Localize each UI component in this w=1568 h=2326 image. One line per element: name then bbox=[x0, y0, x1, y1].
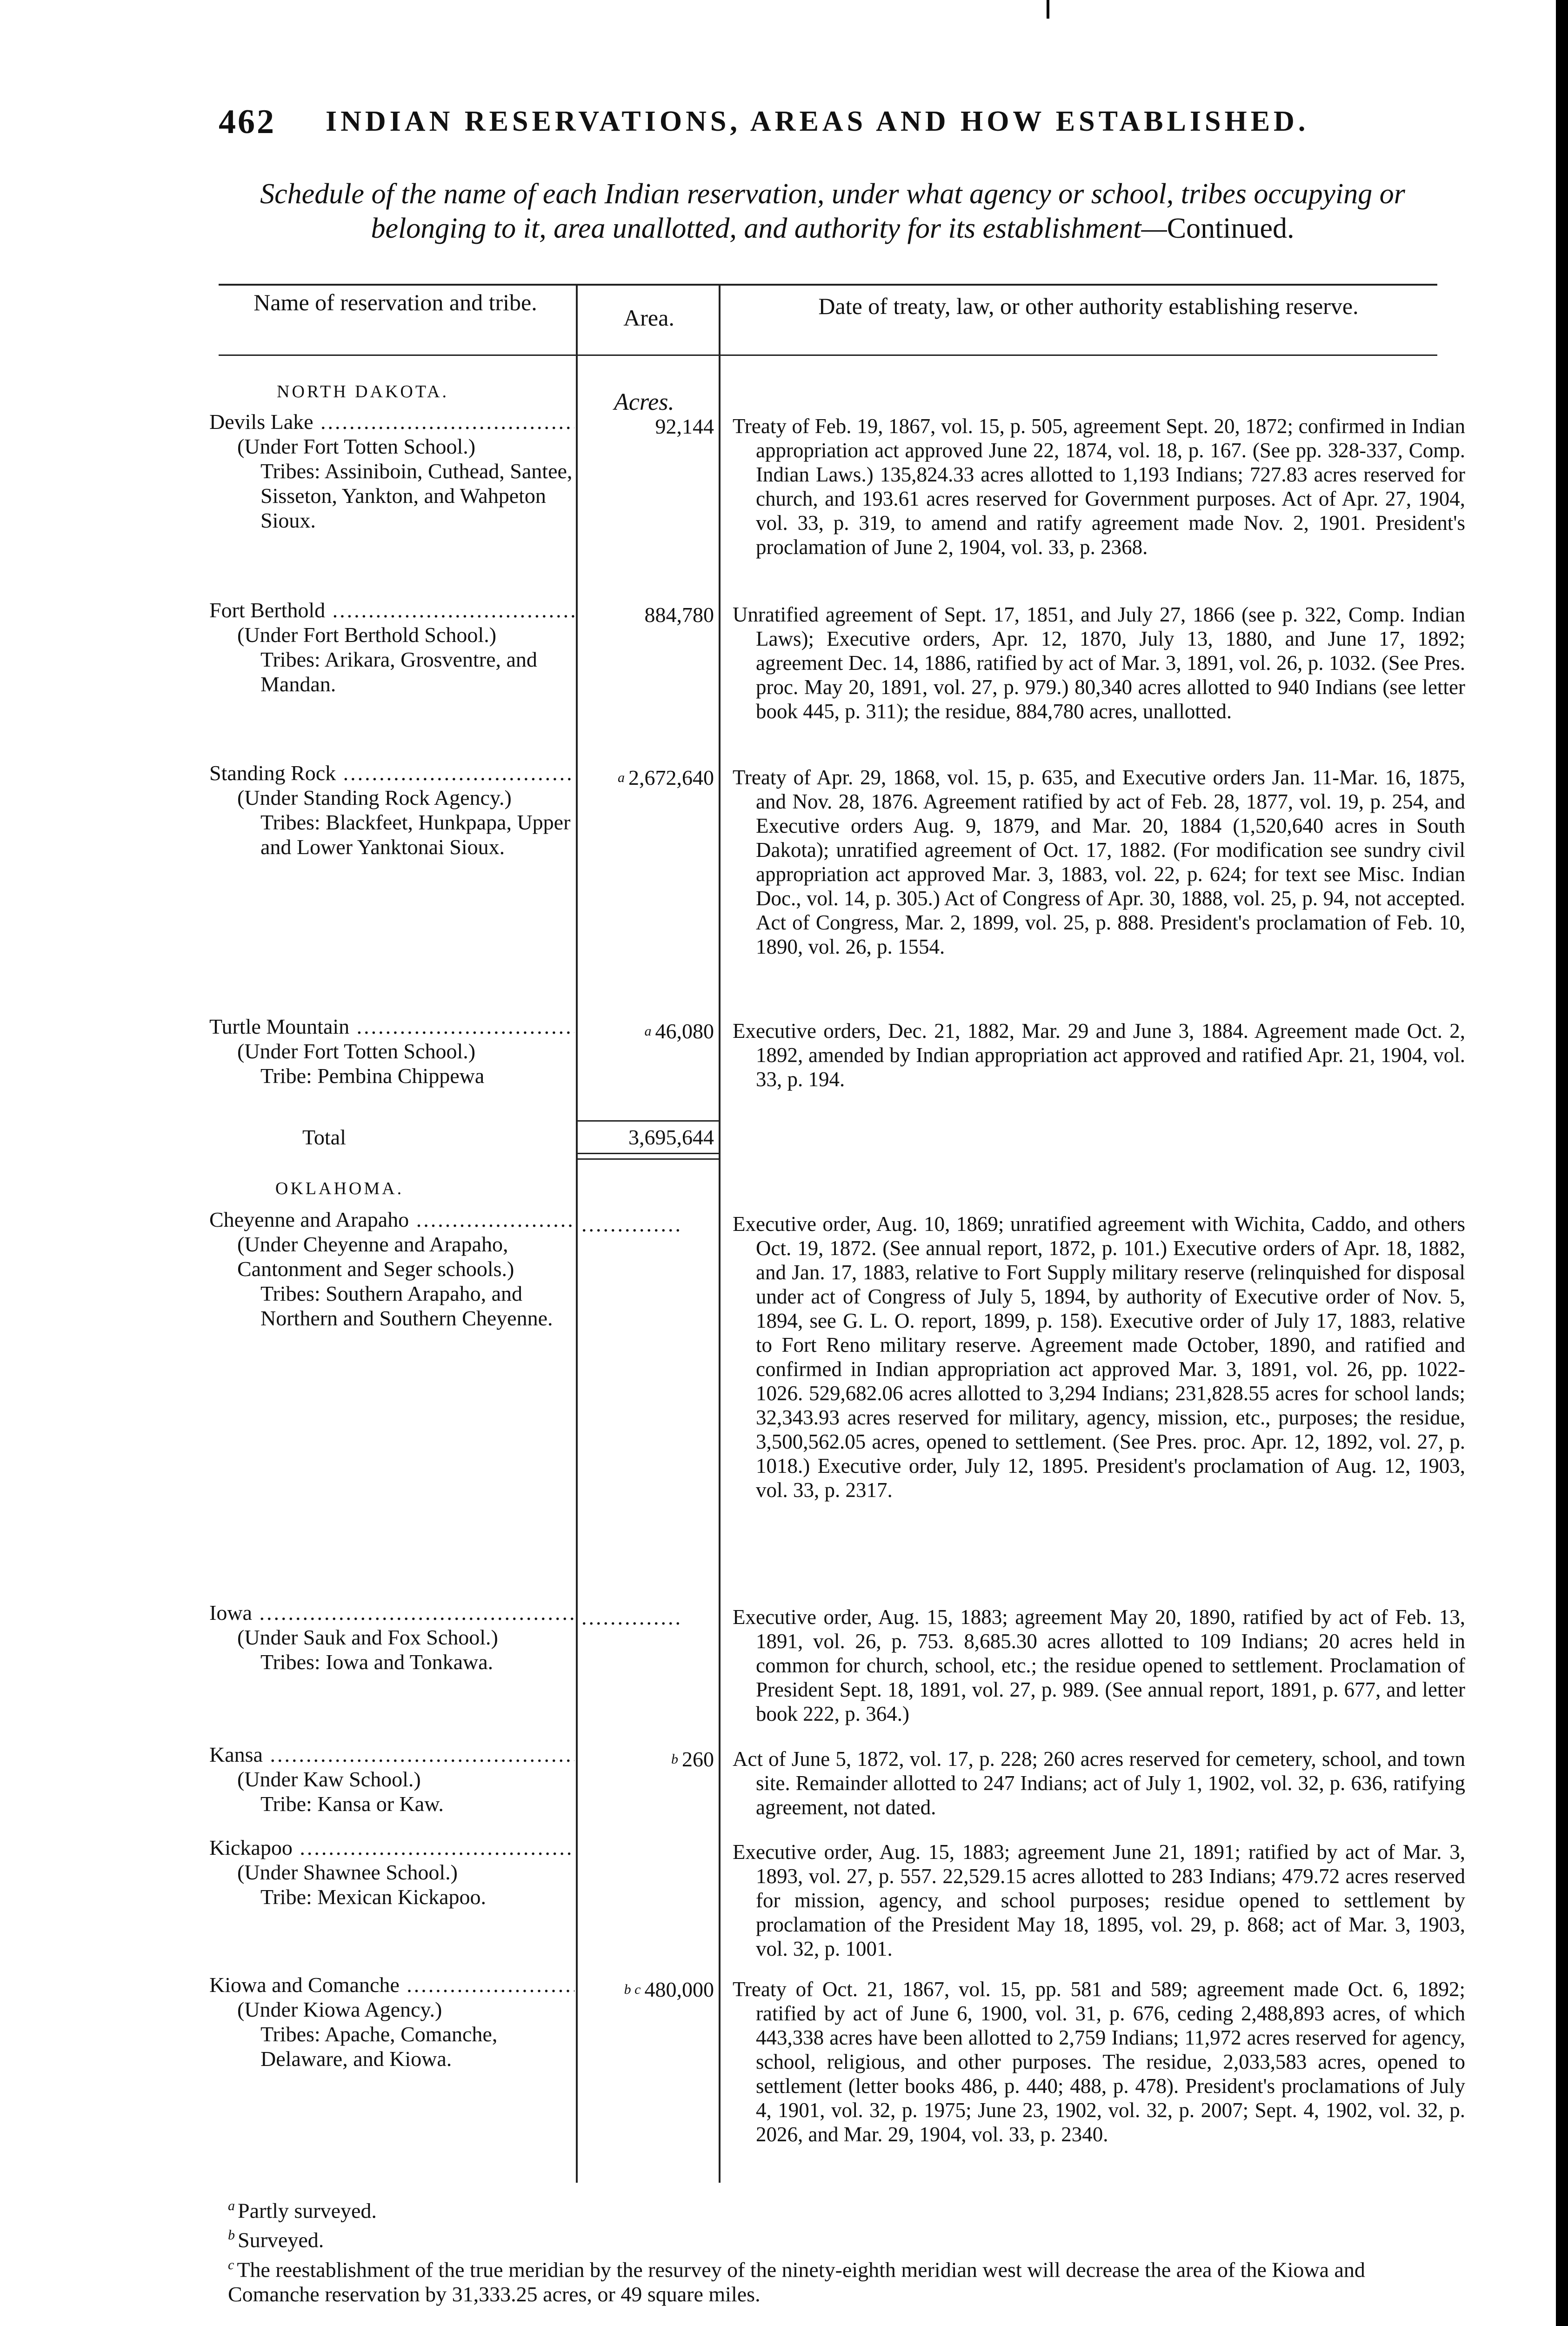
area-fort-berthold bbox=[577, 602, 714, 627]
reservation-name: Fort Berthold ..... bbox=[209, 598, 574, 622]
reservation-tribes: Tribes: Iowa and Tonkawa. bbox=[260, 1650, 494, 1674]
reservation-name: Iowa ..... bbox=[209, 1600, 574, 1625]
authority-kiowa-and-comanche: Treaty of Oct. 21, 1867, vol. 15, pp. 581 and 589; agreement made Oct. 6, 1892; ratified by act of June 6, 1900, vol. 31, p. 676, ceding 2,488,893 acres, of which 443,338 acres have been allotted to 2,759 Indians; 11,972 acres reserved for agency, school, religious, and other purposes. The residue, 2,033,583 acres, opened to settlement (letter books 486, p. 440; 488, p. 478). President's proclamations of July 4, 1901, vol. 32, p. 1975; June 23, 1902, vol. 32, p. 2007; Sept. 4, 1902, vol. 32, p. 2026, and Mar. 29, 1904, vol. 33, p. 2340. bbox=[733, 1978, 1465, 2146]
reservation-tribes: Tribe: Pembina Chippewa bbox=[260, 1064, 485, 1088]
authority-cheyenne-and-arapaho: Executive order, Aug. 10, 1869; unratified agreement with Wichita, Caddo, and others Oct. 19, 1872. (See annual report, 1872, p. 101.) Executive orders of Apr. 18, 1882, and Jan. 17, 1883, relative to Fort Supply military reserve (relinquished for disposal under act of Congress of July 5, 1894, by authority of Executive order of Nov. 5, 1894, see G. L. O. report, 1899, p. 158). Executive order of July 17, 1883, relative to Fort Reno military reserve. Agreement made October, 1890, and ratified and confirmed in Indian appropriation act approved Mar. 3, 1891, vol. 26, pp. 1022-1026. 529,682.06 acres allotted to 3,294 Indians; 231,828.55 acres for school lands; 32,343.93 acres reserved for military, agency, mission, etc., purposes; the residue, 3,500,562.05 acres, opened to settlement. (See Pres. proc. Apr. 12, 1892, vol. 27, p. 1018.) Executive order, July 12, 1895. President's proclamation of Aug. 12, 1903, vol. 33, p. 2317. bbox=[733, 1212, 1465, 1502]
reservation-tribes: Tribes: Assiniboin, Cuthead, Santee, Sisseton, Yankton, and Wahpeton Sioux. bbox=[260, 459, 573, 532]
reservation-name: Cheyenne and Arapaho ..... bbox=[209, 1207, 574, 1232]
column-header-authority: Date of treaty, law, or other authority establishing reserve. bbox=[818, 293, 1359, 319]
reservation-tribes: Tribe: Kansa or Kaw. bbox=[260, 1792, 444, 1816]
reservation-agency: (Under Fort Totten School.) bbox=[237, 1039, 476, 1063]
header-bottom-rule bbox=[219, 354, 1437, 356]
acres-unit-label: Acres. bbox=[614, 389, 674, 415]
area-footnote-mark: b bbox=[671, 1751, 678, 1767]
area-standing-rock bbox=[577, 765, 714, 790]
caption-continued: Continued. bbox=[1167, 213, 1294, 244]
footnote-b bbox=[200, 2223, 1447, 2252]
area-value: 260 bbox=[682, 1747, 714, 1771]
area-turtle-mountain bbox=[577, 1019, 714, 1043]
reservation-turtle-mountain bbox=[209, 1014, 574, 1088]
reservation-devils-lake bbox=[209, 409, 574, 533]
authority-devils-lake: Treaty of Feb. 19, 1867, vol. 15, p. 505, agreement Sept. 20, 1872; confirmed in Indian appropriation act approved June 22, 1874, vol. 18, p. 167. (See pp. 328-337, Comp. Indian Laws.) 135,824.33 acres allotted to 1,193 Indians; 727.83 acres reserved for church, and 193.61 acres reserved for Government purposes. Act of Apr. 27, 1904, vol. 33, p. 319, to amend and ratify agreement made Nov. 2, 1901. President's proclamation of June 2, 1904, vol. 33, p. 2368. bbox=[733, 414, 1465, 559]
area-value: 884,780 bbox=[644, 603, 714, 627]
total-top-rule bbox=[577, 1120, 719, 1122]
total-bottom-rule-2 bbox=[577, 1158, 719, 1160]
area-value: 2,672,640 bbox=[628, 766, 714, 789]
reservation-tribes: Tribe: Mexican Kickapoo. bbox=[260, 1885, 487, 1909]
authority-standing-rock: Treaty of Apr. 29, 1868, vol. 15, p. 635, and Executive orders Jan. 11-Mar. 16, 1875, and Nov. 28, 1876. Agreement ratified by act of Feb. 28, 1877, vol. 19, p. 254, and Executive orders Aug. 9, 1879, and Mar. 20, 1884 (1,520,640 acres in South Dakota); unratified agreement of Oct. 17, 1882. (For modification see sundry civil appropriation act approved Mar. 3, 1883, vol. 22, p. 624; for text see Misc. Indian Doc., vol. 14, p. 305.) Act of Congress of Apr. 30, 1888, vol. 25, p. 94, not accepted. Act of Congress, Mar. 2, 1899, vol. 25, p. 888. President's proclamation of Feb. 10, 1890, vol. 26, p. 1554. bbox=[733, 766, 1465, 958]
footnote-mark: a bbox=[228, 2198, 235, 2213]
area-footnote-mark: b c bbox=[624, 1982, 641, 1997]
area-footnote-mark: a bbox=[644, 1023, 652, 1039]
reservation-agency: (Under Cheyenne and Arapaho, Cantonment and Seger schools.) bbox=[237, 1232, 514, 1281]
total-value: 3,695,644 bbox=[628, 1125, 714, 1149]
reservation-name: Turtle Mountain ..... bbox=[209, 1014, 574, 1039]
running-head bbox=[219, 93, 1391, 140]
total-label: Total bbox=[302, 1125, 346, 1149]
column-divider-2 bbox=[719, 285, 721, 2183]
table-caption bbox=[214, 177, 1451, 246]
column-header-area: Area. bbox=[623, 305, 674, 331]
section-heading-oklahoma: OKLAHOMA. bbox=[275, 1179, 404, 1198]
scan-edge-top-mark bbox=[1047, 0, 1049, 19]
reservation-agency: (Under Fort Totten School.) bbox=[237, 434, 476, 458]
reservation-agency: (Under Kiowa Agency.) bbox=[237, 1998, 442, 2021]
reservation-agency: (Under Sauk and Fox School.) bbox=[237, 1625, 498, 1649]
area-kiowa-and-comanche bbox=[577, 1977, 714, 2002]
reservation-tribes: Tribes: Southern Arapaho, and Northern and Southern Cheyenne. bbox=[260, 1282, 553, 1330]
reservation-tribes: Tribes: Apache, Comanche, Delaware, and Kiowa. bbox=[260, 2022, 498, 2071]
footnote-a bbox=[200, 2193, 1447, 2223]
table-top-rule bbox=[219, 284, 1437, 286]
footnote-text: The reestablishment of the true meridian by the resurvey of the ninety-eighth meridian west will decrease the area of the Kiowa and Comanche reservation by 31,333.25 acres, or 49 square miles. bbox=[228, 2257, 1365, 2306]
page-number: 462 bbox=[219, 103, 276, 141]
reservation-agency: (Under Shawnee School.) bbox=[237, 1860, 458, 1884]
column-header-name: Name of reservation and tribe. bbox=[254, 289, 537, 315]
area-value: 480,000 bbox=[644, 1978, 714, 2001]
authority-iowa: Executive order, Aug. 15, 1883; agreement May 20, 1890, ratified by act of Feb. 13, 1891, vol. 26, p. 753. 8,685.30 acres allotted to 109 Indians; 20 acres held in common for church, school, etc.; the residue opened to settlement. Proclamation of President Sept. 18, 1891, vol. 27, p. 989. (See annual report, 1891, p. 677, and letter book 222, p. 364.) bbox=[733, 1605, 1465, 1725]
area-footnote-mark: a bbox=[618, 770, 625, 785]
footnote-mark: b bbox=[228, 2227, 235, 2243]
reservation-name: Kickapoo ..... bbox=[209, 1835, 574, 1860]
column-divider-1 bbox=[576, 285, 578, 2183]
reservation-agency: (Under Fort Berthold School.) bbox=[237, 623, 497, 647]
footnotes bbox=[200, 2193, 1447, 2306]
caption-italic: Schedule of the name of each Indian reservation, under what agency or school, tribes occupying or belonging to it, area unallotted, and authority for its establishment— bbox=[260, 178, 1405, 244]
reservation-name: Kiowa and Comanche ..... bbox=[209, 1972, 574, 1997]
reservation-agency: (Under Standing Rock Agency.) bbox=[237, 786, 512, 809]
area-kansa bbox=[577, 1747, 714, 1771]
section-heading-north-dakota: NORTH DAKOTA. bbox=[277, 382, 449, 401]
authority-fort-berthold: Unratified agreement of Sept. 17, 1851, and July 27, 1866 (see p. 322, Comp. Indian Laws); Executive orders, Apr. 12, 1870, July 13, 1880, and June 17, 1892; agreement Dec. 14, 1886, ratified by act of Mar. 3, 1891, vol. 26, p. 1032. (See Pres. proc. May 20, 1891, vol. 27, p. 979.) 80,340 acres allotted to 940 Indians (see letter book 445, p. 311); the residue, 884,780 acres, unallotted. bbox=[733, 603, 1465, 723]
authority-kansa: Act of June 5, 1872, vol. 17, p. 228; 260 acres reserved for cemetery, school, and town site. Remainder allotted to 247 Indians; act of July 1, 1902, vol. 32, p. 636, ratifying agreement, not dated. bbox=[733, 1747, 1465, 1819]
reservation-cheyenne-and-arapaho bbox=[209, 1207, 574, 1330]
area-devils-lake bbox=[577, 414, 714, 439]
running-head-title: INDIAN RESERVATIONS, AREAS AND HOW ESTABLISHED. bbox=[326, 106, 1309, 137]
authority-kickapoo: Executive order, Aug. 15, 1883; agreement June 21, 1891; ratified by act of Mar. 3, 1893, vol. 27, p. 557. 22,529.15 acres allotted to 283 Indians; 479.72 acres reserved for mission, agency, and school purposes; residue opened to settlement by proclamation of the President May 18, 1895, vol. 29, p. 868; act of Mar. 3, 1903, vol. 32, p. 1001. bbox=[733, 1840, 1465, 1960]
footnote-c bbox=[200, 2252, 1447, 2306]
reservation-iowa bbox=[209, 1600, 574, 1674]
reservation-agency: (Under Kaw School.) bbox=[237, 1767, 421, 1791]
reservation-kiowa-and-comanche bbox=[209, 1972, 574, 2071]
reservation-tribes: Tribes: Blackfeet, Hunkpapa, Upper and Lower Yanktonai Sioux. bbox=[260, 810, 571, 859]
reservation-fort-berthold bbox=[209, 598, 574, 696]
reservation-standing-rock bbox=[209, 761, 574, 859]
footnote-mark: c bbox=[228, 2257, 234, 2273]
authority-turtle-mountain: Executive orders, Dec. 21, 1882, Mar. 29 and June 3, 1884. Agreement made Oct. 2, 1892, amended by Indian appropriation act approved and ratified Apr. 21, 1904, vol. 33, p. 194. bbox=[733, 1019, 1465, 1091]
reservation-name: Kansa ..... bbox=[209, 1742, 574, 1767]
total-bottom-rule-1 bbox=[577, 1153, 719, 1154]
reservation-kansa bbox=[209, 1742, 574, 1816]
area-value: 46,080 bbox=[655, 1019, 714, 1043]
reservation-tribes: Tribes: Arikara, Grosventre, and Mandan. bbox=[260, 648, 537, 696]
area-value: 92,144 bbox=[655, 414, 714, 438]
area-cheyenne-and-arapaho-leader: .............. bbox=[581, 1212, 682, 1236]
footnote-text: Partly surveyed. bbox=[238, 2199, 377, 2223]
reservation-name: Standing Rock ..... bbox=[209, 761, 574, 785]
footnote-text: Surveyed. bbox=[238, 2228, 324, 2252]
reservation-kickapoo bbox=[209, 1835, 574, 1909]
reservation-name: Devils Lake ..... bbox=[209, 409, 574, 434]
area-iowa-leader: .............. bbox=[581, 1605, 682, 1629]
scan-edge-right bbox=[1556, 0, 1568, 2326]
